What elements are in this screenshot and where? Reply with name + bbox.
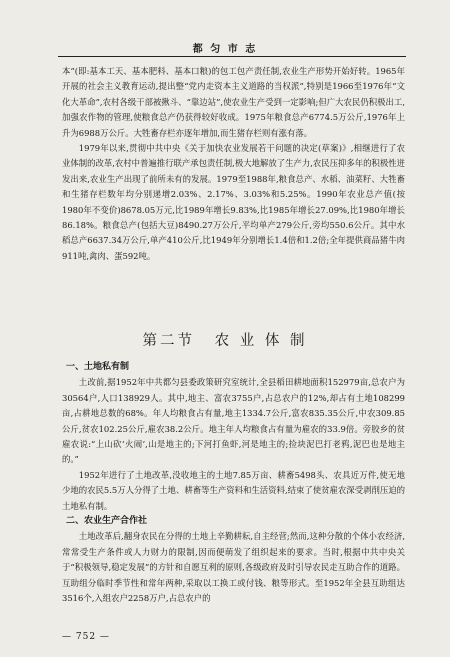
section-name: 农 业 体 制 [214, 333, 308, 349]
section-number: 第二节 [142, 333, 196, 349]
intro-text [62, 64, 405, 264]
paragraph-coop-1: 土地改革后,翻身农民在分得的土地上辛勤耕耘,自主经营;然而,这种分散的个体小农经济,常常受生产条件或人力财力的限制,因而便萌发了组织起来的要求。当时,根据中共中央关于“积极领导,稳定发展”的方针和自愿互利的原则,各级政府及时引导农民走互助合作的道路。互助组分临时季节性和常年两种,采取以工换工或付钱、粮等形式。至1952年全县互助组达3516个,入组农户2258万户,占总农户的 [62, 531, 405, 604]
page-number: — 752 — [62, 632, 110, 642]
header-rule [58, 56, 406, 57]
running-header: 都 匀 市 志 [192, 44, 258, 55]
section-title [0, 329, 450, 350]
section-body [62, 360, 405, 607]
paragraph-land-1: 土改前,据1952年中共都匀县委政策研究室统计,全县稻田耕地面积152979亩,总农户为30564户,人口138929人。其中,地主、富农3755户,占总农户的12%,却占有土地108299亩,占耕地总数的68%。年人均粮食占有量,地主1334.7公斤,富农835.35公斤,中农309.85公斤,贫农102.25公斤,雇农38.2公斤。地主年人均粮食占有量为雇农的33.9倍。旁胶乡的贫雇农说:“上山砍‘火闹’,山是地主的;下河打鱼虾,河是地主的;捡块泥巴打老鸦,泥巴也是地主的。” [62, 377, 405, 465]
subsection-heading-land-ownership: 一、土地私有制 [66, 362, 130, 372]
paragraph-2: 1979年以来,贯彻中共中央《关于加快农业发展若干问题的决定(草案)》,相继进行了农业体制的改革,农村中普遍推行联产承包责任制,极大地解放了生产力,农民压抑多年的积极性迸发出来,农业生产出现了前所未有的发展。1979至1988年,粮食总产、水稻、油菜籽、大牲畜和生猪存栏数年均分别递增2.03%、2.17%、3.03%和5.25%。1990年农业总产值(按1980年不变价)8678.05万元,比1989年增长9.83%,比1985年增长27.09%,比1980年增长86.18%。粮食总产(包括大豆)8490.27万公斤,平均单产279公斤,旁均550.6公斤。其中水稻总产6637.34万公斤,单产410公斤,比1949年分别增长1.4倍和1.2倍;全年提供商品猪牛肉911吨,禽肉、蛋592吨。 [62, 143, 405, 261]
paragraph-land-2: 1952年进行了土地改革,没收地主的土地7.85万亩、耕畜5498头、农具近万件,使无地少地的农民5.5万人分得了土地、耕畜等生产资料和生活资料,结束了使贫雇农深受剥削压迫的土地私有制。 [62, 469, 405, 511]
subsection-heading-cooperatives: 二、农业生产合作社 [66, 516, 148, 527]
paragraph-1: 本”(即:基本工天、基本肥料、基本口粮)的包工包产责任制,农业生产形势开始好转。1965年开展的社会主义教育运动,提出整“党内走资本主义道路的当权派”,特别是1966至1976年“文化大革命”,农村各级干部被揪斗、“靠边站”,使农业生产受到一定影响;但广大农民仍积极出工,加强农作物的管理,使粮食总产仍获得较好收成。1975年粮食总产6774.5万公斤,1976年上升为6988万公斤。大牲畜存栏亦逐年增加,而生猪存栏则有涨有落。 [62, 66, 405, 138]
